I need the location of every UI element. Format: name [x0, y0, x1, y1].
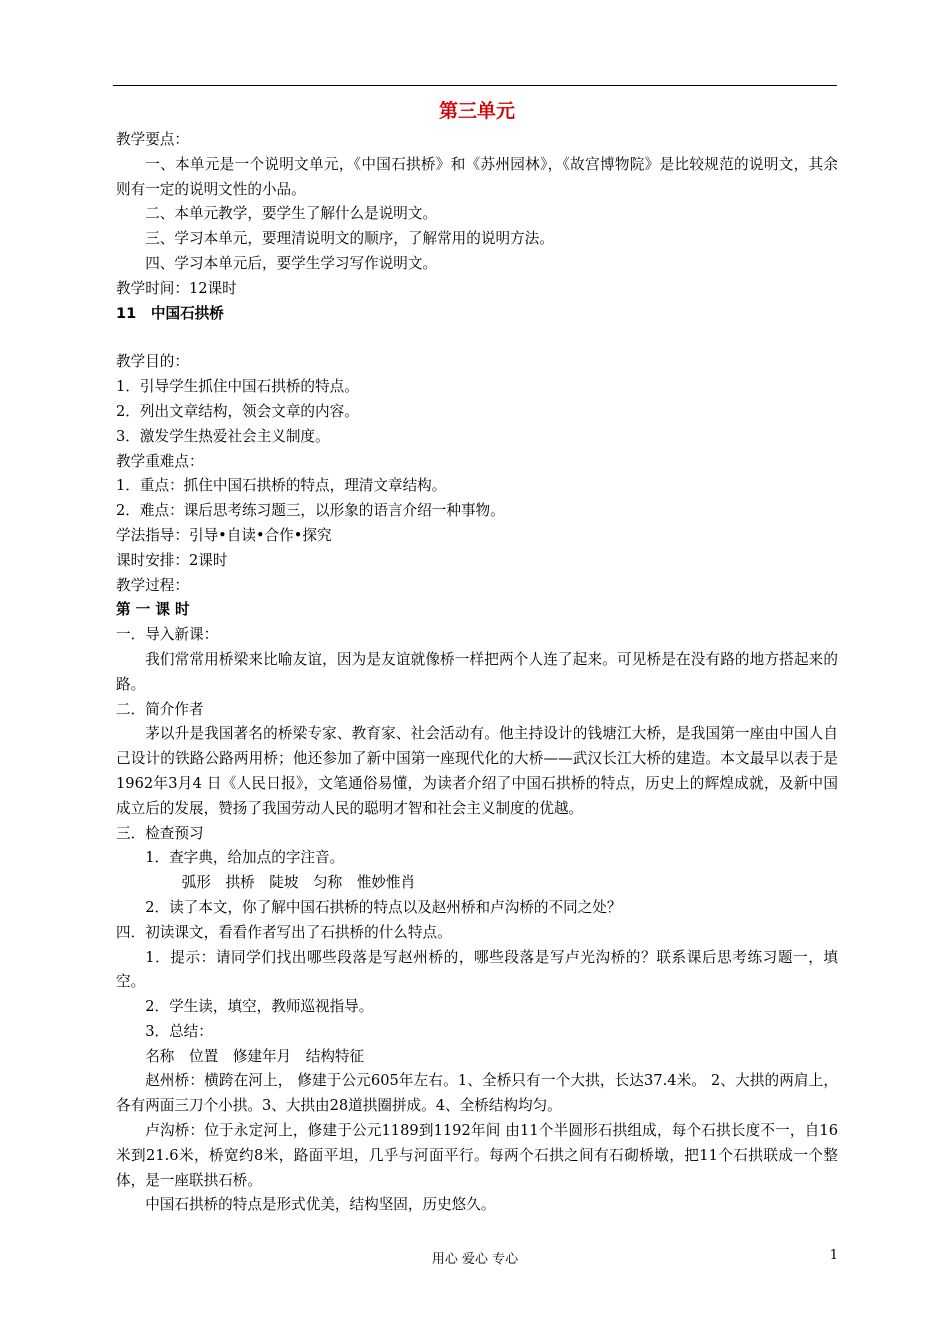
goals-label: 教学目的：	[116, 353, 189, 371]
section-3-heading: 三．检查预习	[116, 824, 204, 842]
key-point-3: 三、学习本单元，要理清说明文的顺序，了解常用的说明方法。	[145, 230, 554, 248]
difficulty-2: 2．难点：课后思考练习题三，以形象的语言介绍一种事物。	[116, 502, 505, 520]
lesson-title: 11 中国石拱桥	[116, 304, 224, 322]
section-3-item-1: 1．查字典，给加点的字注音。	[145, 849, 345, 867]
section-4-columns: 名称 位置 修建年月 结构特征	[145, 1047, 365, 1065]
section-4-heading: 四．初读课文，看看作者写出了石拱桥的什么特点。	[116, 923, 452, 941]
summary: 中国石拱桥的特点是形式优美，结构坚固，历史悠久。	[145, 1196, 496, 1214]
footer-slogan: 用心 爱心 专心	[431, 1252, 519, 1267]
spacer	[116, 326, 838, 350]
period-title: 第 一 课 时	[116, 601, 190, 619]
header-rule	[113, 85, 837, 86]
difficulty-1: 1．重点：抓住中国石拱桥的特点，理清文章结构。	[116, 477, 447, 495]
section-3-item-2: 2．读了本文，你了解中国石拱桥的特点以及赵州桥和卢沟桥的不同之处？	[145, 898, 622, 916]
teaching-time: 教学时间：12课时	[116, 279, 237, 297]
section-2-text: 茅以升是我国著名的桥梁专家、教育家、社会活动有。他主持设计的钱塘江大桥，是我国第一座由中国人自己设计的铁路公路两用桥；他还参加了新中国第一座现代化的大桥——武汉长江大桥的建造。本文最早以表于是1962年3月4 日《人民日报》，文笔通俗易懂，为读者介绍了中国石拱桥的特点，历史上的辉煌成就，及新中国成立后的发展，赞扬了我国劳动人民的聪明才智和社会主义制度的优越。	[116, 725, 838, 817]
unit-title: 第三单元	[438, 100, 515, 122]
process-label: 教学过程：	[116, 576, 189, 594]
zhaozhou-bridge: 赵州桥：横跨在河上， 修建于公元605年左右。1、全桥只有一个大拱，长达37.4米。 2、大拱的两肩上，各有两面三刀个小拱。3、大拱由28道拱圈拼成。4、全桥结构均匀。	[116, 1072, 838, 1115]
goal-1: 1．引导学生抓住中国石拱桥的特点。	[116, 378, 359, 396]
lugou-bridge: 卢沟桥：位于永定河上，修建于公元1189到1192年间 由11个半圆形石拱组成，每个石拱长度不一，自16米到21.6米，桥宽约8米，路面平坦，几乎与河面平行。每两个石拱之间有石砌桥墩，把11个石拱联成一个整体，是一座联拱石桥。	[116, 1122, 838, 1189]
page-number: 1	[829, 1248, 838, 1263]
key-point-4: 四、学习本单元后，要学生学习写作说明文。	[145, 254, 438, 272]
goal-3: 3．激发学生热爱社会主义制度。	[116, 427, 330, 445]
key-point-2: 二、本单元教学，要学生了解什么是说明文。	[145, 205, 438, 223]
key-points-label: 教学要点：	[116, 131, 189, 148]
goal-2: 2．列出文章结构，领会文章的内容。	[116, 402, 359, 420]
section-1-text: 我们常常用桥梁来比喻友谊，因为是友谊就像桥一样把两个人连了起来。可见桥是在没有路的地方搭起来的路。	[116, 650, 838, 693]
section-4-item-2: 2．学生读，填空，教师巡视指导。	[145, 998, 374, 1016]
section-2-heading: 二．简介作者	[116, 700, 204, 718]
section-4-item-3: 3．总结：	[145, 1022, 213, 1040]
section-3-words: 弧形 拱桥 陡坡 匀称 惟妙惟肖	[181, 874, 416, 892]
difficulty-label: 教学重难点：	[116, 452, 204, 470]
document-body	[116, 96, 838, 1218]
method: 学法指导：引导•自读•合作•探究	[116, 526, 332, 544]
key-point-1: 一、本单元是一个说明文单元，《中国石拱桥》和《苏州园林》，《故宫博物院》是比较规范的说明文，其余则有一定的说明文性的小品。	[116, 155, 838, 198]
section-4-item-1: 1．提示：请同学们找出哪些段落是写赵州桥的，哪些段落是写卢光沟桥的？联系课后思考练习题一，填空。	[116, 948, 838, 991]
schedule: 课时安排：2课时	[116, 551, 228, 569]
section-1-heading: 一．导入新课：	[116, 626, 219, 644]
